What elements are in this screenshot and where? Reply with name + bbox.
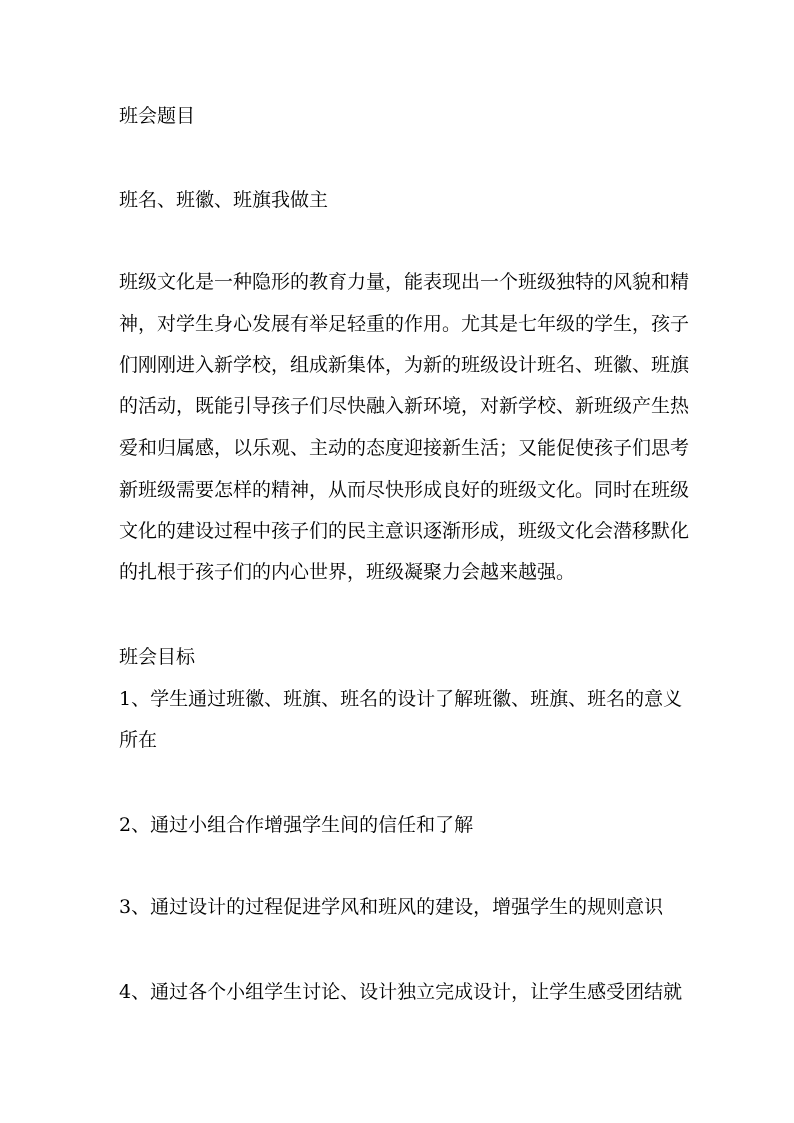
topic-heading: 班会题目 [119, 105, 196, 127]
goal-item: 1、学生通过班徽、班旗、班名的设计了解班徽、班旗、班名的意义 [119, 688, 683, 710]
goal-item-continuation: 所在 [119, 729, 158, 751]
topic-title: 班名、班徽、班旗我做主 [119, 189, 329, 211]
goals-heading: 班会目标 [119, 646, 196, 668]
goal-item: 2、通过小组合作增强学生间的信任和了解 [119, 814, 474, 836]
intro-line: 爱和归属感，以乐观、主动的态度迎接新生活；又能促使孩子们思考 [119, 437, 690, 459]
intro-line: 的活动，既能引导孩子们尽快融入新环境，对新学校、新班级产生热 [119, 395, 690, 417]
goal-item: 3、通过设计的过程促进学风和班风的建设，增强学生的规则意识 [119, 896, 664, 918]
intro-line: 神，对学生身心发展有举足轻重的作用。尤其是七年级的学生，孩子 [119, 313, 690, 335]
intro-line: 班级文化是一种隐形的教育力量，能表现出一个班级独特的风貌和精 [119, 271, 690, 293]
intro-line: 新班级需要怎样的精神，从而尽快形成良好的班级文化。同时在班级 [119, 479, 690, 501]
intro-line: 们刚刚进入新学校，组成新集体，为新的班级设计班名、班徽、班旗 [119, 354, 690, 376]
intro-line: 的扎根于孩子们的内心世界，班级凝聚力会越来越强。 [119, 561, 576, 583]
intro-line: 文化的建设过程中孩子们的民主意识逐渐形成，班级文化会潜移默化 [119, 520, 690, 542]
goal-item: 4、通过各个小组学生讨论、设计独立完成设计，让学生感受团结就 [119, 981, 683, 1003]
